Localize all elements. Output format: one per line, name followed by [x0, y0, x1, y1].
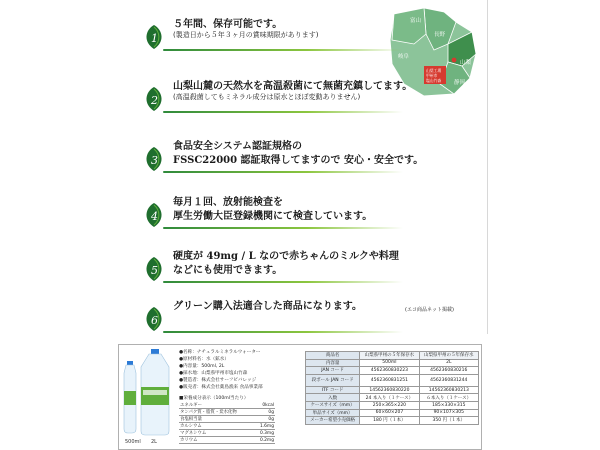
- table-row: ケースサイズ（mm） 250×365×220 185×330×315: [306, 401, 479, 409]
- table-row: JAN コード 4562360830223 4562360830216: [306, 367, 479, 375]
- product-info-panel: [118, 344, 482, 450]
- feature-underline: [163, 227, 403, 229]
- table-row: 段ボール JAN コード 4562360831251 4562360831244: [306, 374, 479, 386]
- feature-6: [143, 300, 473, 336]
- feature-4: [143, 196, 473, 232]
- bottle-500ml: [124, 361, 136, 433]
- leaf-number-icon: [143, 86, 165, 112]
- feature-underline: [163, 171, 403, 173]
- table-row: メーカー希望小売価格 180 円（１本） 350 円（１本）: [306, 417, 479, 425]
- feature-sub-text: (製造日から５年３ヶ月の賞味期限があります): [173, 31, 319, 39]
- svg-text:6: 6: [151, 314, 158, 327]
- nutrition-row: 食塩相当量 0g: [180, 416, 274, 422]
- feature-1: [143, 18, 473, 54]
- factory-label-1: 山梨工場: [426, 68, 442, 73]
- nutrition-row: マグネシウム 0.3mg: [180, 430, 274, 436]
- map-label-gifu: 岐阜: [398, 54, 410, 60]
- table-row: 入数 24 本入り（１ケース） ６本入り（１ケース）: [306, 394, 479, 402]
- map-label-toyama: 富山: [410, 18, 422, 24]
- feature-main-line-2: FSSC22000 認証取得してますので 安心・安全です。: [173, 155, 424, 166]
- spec-source: ●採水地：山梨県甲州市塩山竹森: [179, 371, 248, 376]
- table-header-row: 商品名 山梨県甲州の５年保存水 山梨県甲州の５年保存水: [306, 352, 479, 360]
- feature-main-text: ５年間、保存可能です。: [173, 19, 283, 30]
- table-row: ITF コード 14562360830220 14562360830213: [306, 386, 479, 394]
- svg-text:2: 2: [151, 94, 158, 107]
- map-label-yamanashi: 山梨: [460, 60, 472, 66]
- feature-3: [143, 140, 473, 176]
- nutrition-row: タンパク質・脂質・炭水化物 0g: [180, 409, 274, 415]
- spec-volume: ●内容量：500ml, 2L: [179, 364, 225, 369]
- spec-seller: ●販売者：株式会社薬島漁来 食品事業部: [179, 385, 263, 390]
- table-row: 単品サイズ（mm） 60×60×207 90×107×305: [306, 409, 479, 417]
- map-label-shizuoka: 静岡: [454, 80, 466, 86]
- feature-main-line-1: 硬度が 49mg / L なので赤ちゃんのミルクや料理: [173, 251, 399, 262]
- feature-note-text: (エコ商品ネット掲載): [405, 307, 454, 313]
- leaf-number-icon: [143, 202, 165, 228]
- nutrition-row: カリウム 0.2mg: [180, 437, 274, 443]
- bottle-2l: [141, 349, 169, 435]
- svg-text:5: 5: [151, 264, 158, 277]
- spec-ingredients: ●原材料名：水（鉱水）: [179, 357, 229, 362]
- feature-underline: [163, 111, 403, 113]
- svg-text:4: 4: [151, 210, 158, 223]
- leaf-number-icon: [143, 24, 165, 50]
- nutrition-row: エネルギー 0kcal: [180, 402, 274, 408]
- feature-main-text: 山梨山麓の天然水を高温殺菌にて無菌充鎮してます。: [173, 81, 413, 92]
- feature-underline: [163, 331, 403, 333]
- map-label-nagano: 長野: [434, 32, 446, 38]
- product-spec-table: [305, 351, 479, 425]
- spec-manufacturer: ●製造者：株式会社サーフビバレッジ: [179, 378, 257, 383]
- leaf-number-icon: [143, 306, 165, 332]
- feature-underline: [163, 281, 403, 283]
- spec-list: [179, 349, 289, 391]
- leaf-number-icon: [143, 256, 165, 282]
- feature-main-line-1: 毎月１回、放射能検査を: [173, 197, 283, 208]
- bottle-2l-label: 2L: [151, 439, 157, 445]
- factory-label-2: 甲州市: [426, 73, 438, 78]
- svg-text:1: 1: [151, 32, 158, 45]
- nutrition-title: ■栄養成分表示（100ml当たり）: [179, 396, 249, 401]
- leaf-number-icon: [143, 146, 165, 172]
- feature-2: [143, 80, 473, 116]
- bottle-images: [121, 349, 175, 447]
- nutrition-row: カルシウム 1.6mg: [180, 423, 274, 429]
- feature-main-line-2: などにも使用できます。: [173, 265, 283, 276]
- spec-name: ●名称：ナチュラルミネラルウォーター: [179, 350, 261, 355]
- feature-main-line-2: 厚生労働大臣登録機関にて検査しています。: [173, 211, 373, 222]
- nutrition-table: [179, 402, 275, 444]
- feature-5: [143, 250, 473, 286]
- feature-underline: [163, 49, 403, 51]
- table-row: 内容量 500ml 2L: [306, 359, 479, 367]
- bottle-500ml-label: 500ml: [125, 439, 141, 445]
- feature-main-line-1: 食品安全システム認証規格の: [173, 141, 302, 152]
- feature-sub-text: (高温殺菌してもミネラル成分は原水とほぼ変動ありません): [173, 93, 361, 101]
- factory-label-3: 塩山竹森: [426, 78, 442, 83]
- feature-main-text: グリーン購入法適合した商品になります。: [173, 301, 362, 312]
- svg-text:3: 3: [151, 154, 158, 167]
